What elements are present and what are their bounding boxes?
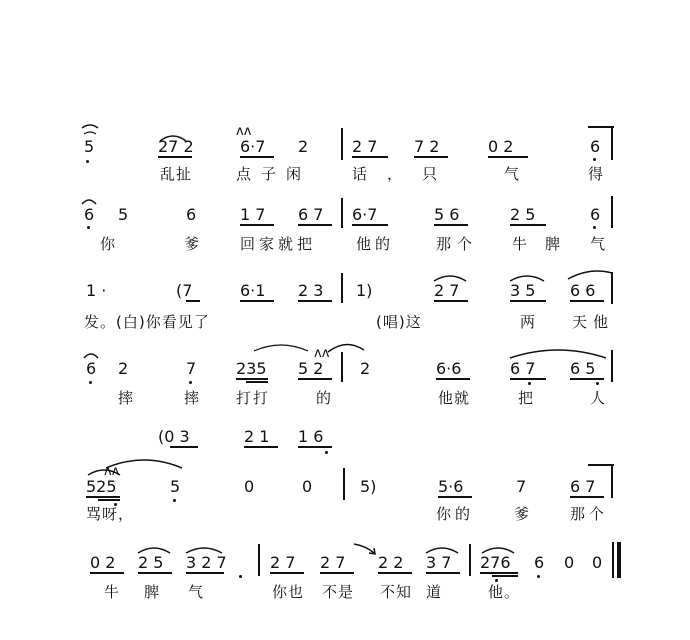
note: 2 (118, 359, 129, 378)
lyric: 得 (588, 165, 605, 183)
note: 1 7 (240, 205, 266, 224)
tremolo-mark: ʌʌ (236, 124, 252, 139)
note: 0 (592, 553, 603, 572)
dot (86, 160, 89, 163)
dot (537, 575, 540, 578)
lyric: 你 (100, 235, 117, 253)
lyric: 两 (520, 313, 537, 331)
underline (434, 224, 468, 226)
underline (186, 300, 200, 302)
note: 2 2 (378, 553, 404, 572)
lyric: 不是 (322, 583, 355, 601)
note: 2 7 (352, 137, 378, 156)
underline (488, 156, 528, 158)
dot (189, 381, 192, 384)
underline (414, 156, 448, 158)
note: 6·6 (436, 359, 462, 378)
note: 2 5 (138, 553, 164, 572)
slur (326, 340, 366, 354)
lyric: 人 (590, 389, 607, 407)
lyric: 你也 (272, 583, 305, 601)
note: 6 (86, 359, 97, 378)
underline (480, 572, 518, 574)
slur (508, 346, 608, 360)
note: 6 6 (570, 281, 596, 300)
note: 0 2 (488, 137, 514, 156)
bar-line (611, 196, 613, 228)
lyric: 气 (504, 165, 521, 183)
underline (510, 224, 546, 226)
note: 2 7 (270, 553, 296, 572)
note: 7 (516, 477, 527, 496)
slur (566, 268, 614, 280)
underline (570, 300, 604, 302)
dot (325, 451, 328, 454)
note: 6 (534, 553, 545, 572)
dot (593, 158, 596, 161)
note: 0 (302, 477, 313, 496)
slur (80, 196, 98, 206)
tremolo-mark: ʌʌ (314, 346, 330, 361)
slur (252, 342, 310, 352)
note: 5 2 (298, 359, 324, 378)
note: 1 · (86, 281, 107, 300)
bar-line (341, 128, 343, 160)
underline (434, 300, 468, 302)
lyric: 发。(白)你看见了 (84, 313, 210, 331)
note: 2 (360, 359, 371, 378)
note: 5 (118, 205, 129, 224)
dot (495, 579, 498, 582)
bar-line (341, 273, 343, 303)
note: 6 (186, 205, 197, 224)
underline (570, 496, 604, 498)
note: 7 2 (414, 137, 440, 156)
underline (240, 300, 274, 302)
tie-arrow (352, 542, 380, 556)
lyric: 回家就把 (240, 235, 317, 253)
slur (80, 122, 100, 138)
lyric: 脾 (144, 583, 161, 601)
note: 276 (480, 553, 511, 572)
note: 2 5 (510, 205, 536, 224)
note: 1) (356, 281, 373, 300)
lyric: 的 (316, 389, 333, 407)
lyric: 气 (590, 235, 607, 253)
note: 6·7 (240, 137, 266, 156)
tremolo-mark: ʌʌ (104, 464, 120, 479)
lyric: 点子闲 (236, 165, 312, 183)
note: 5 6 (434, 205, 460, 224)
dot (596, 382, 599, 385)
note: 0 (564, 553, 575, 572)
underline (492, 575, 518, 577)
underline (246, 381, 268, 383)
slur (82, 350, 100, 360)
bar-line (611, 272, 613, 304)
dot (528, 382, 531, 385)
note: 0 2 (90, 553, 116, 572)
underline (98, 499, 120, 501)
lyric: 骂呀， (86, 505, 135, 523)
note: 235 (236, 359, 267, 378)
note: 3 7 (426, 553, 452, 572)
note: 3 5 (510, 281, 536, 300)
lyric: 那个 (570, 505, 609, 523)
lyric: 摔 (118, 389, 135, 407)
note: 2 1 (244, 427, 270, 446)
lyric: 你的 (436, 505, 475, 523)
underline (298, 300, 332, 302)
lyric: 天他 (572, 313, 615, 331)
note: 525 (86, 477, 117, 496)
lyric: (唱)这 (376, 313, 422, 331)
underline (240, 224, 274, 226)
lyric: 他就 (438, 389, 471, 407)
underline (186, 572, 224, 574)
lyric: 爹 (184, 235, 201, 253)
bar-line (469, 544, 471, 576)
underline (570, 378, 604, 380)
note: (7 (176, 281, 193, 300)
underline (170, 446, 198, 448)
underline (90, 572, 124, 574)
final-bar-line (617, 542, 621, 578)
final-bar-line (612, 542, 614, 578)
note: 6·7 (352, 205, 378, 224)
dot (239, 575, 242, 578)
note: 6·1 (240, 281, 266, 300)
underline (352, 156, 388, 158)
lyric: 话，只 (352, 165, 458, 183)
dot (89, 381, 92, 384)
dot (173, 499, 176, 502)
lyric: 道 (426, 583, 443, 601)
note: 2 (298, 137, 309, 156)
slur (104, 456, 184, 470)
underline (86, 496, 120, 498)
underline (298, 378, 332, 380)
bar-line (611, 466, 613, 498)
note: 6 7 (570, 477, 596, 496)
underline (244, 446, 278, 448)
bar-line (341, 352, 343, 382)
bar-line (341, 198, 343, 228)
dot (593, 226, 596, 229)
note: 2 7 (434, 281, 460, 300)
lyric: 乱扯 (160, 165, 193, 183)
note: 5 (170, 477, 181, 496)
underline (298, 446, 332, 448)
note: 6 5 (570, 359, 596, 378)
bar-line (611, 128, 613, 160)
underline (138, 572, 172, 574)
underline (320, 572, 354, 574)
note: 3 2 7 (186, 553, 227, 572)
underline (510, 300, 546, 302)
underline (158, 156, 192, 158)
note: 5 (84, 137, 95, 156)
lyric: 那个 (436, 235, 479, 253)
note: 6 (590, 137, 601, 156)
note: 2 3 (298, 281, 324, 300)
note: 5·6 (438, 477, 464, 496)
lyric: 摔 (184, 389, 201, 407)
bar-line (611, 350, 613, 382)
note: 5) (360, 477, 377, 496)
underline (298, 224, 332, 226)
note: 27 2 (158, 137, 194, 156)
underline (240, 156, 274, 158)
lyric: 他。 (488, 583, 521, 601)
note: 6 7 (510, 359, 536, 378)
lyric: 不知 (380, 583, 413, 601)
bar-line (343, 468, 345, 500)
note: 6 7 (298, 205, 324, 224)
lyric: 他的 (356, 235, 395, 253)
bar-line (258, 544, 260, 576)
lyric: 打打 (236, 389, 271, 407)
underline (436, 378, 470, 380)
note: 0 (244, 477, 255, 496)
dot (87, 226, 90, 229)
underline (426, 572, 460, 574)
lyric: 气 (188, 583, 205, 601)
lyric: 把 (518, 389, 535, 407)
underline (236, 378, 268, 380)
lyric: 爹 (514, 505, 531, 523)
underline (510, 378, 546, 380)
underline (352, 224, 388, 226)
lyric: 牛 (104, 583, 121, 601)
note: 2 7 (320, 553, 346, 572)
note: 1 6 (298, 427, 324, 446)
lyric: 牛脾 (512, 235, 579, 253)
note: 6 (590, 205, 601, 224)
underline (378, 572, 412, 574)
note: (0 3 (158, 427, 190, 446)
underline (270, 572, 304, 574)
note: 6 (84, 205, 95, 224)
underline (438, 496, 472, 498)
note: 7 (186, 359, 197, 378)
